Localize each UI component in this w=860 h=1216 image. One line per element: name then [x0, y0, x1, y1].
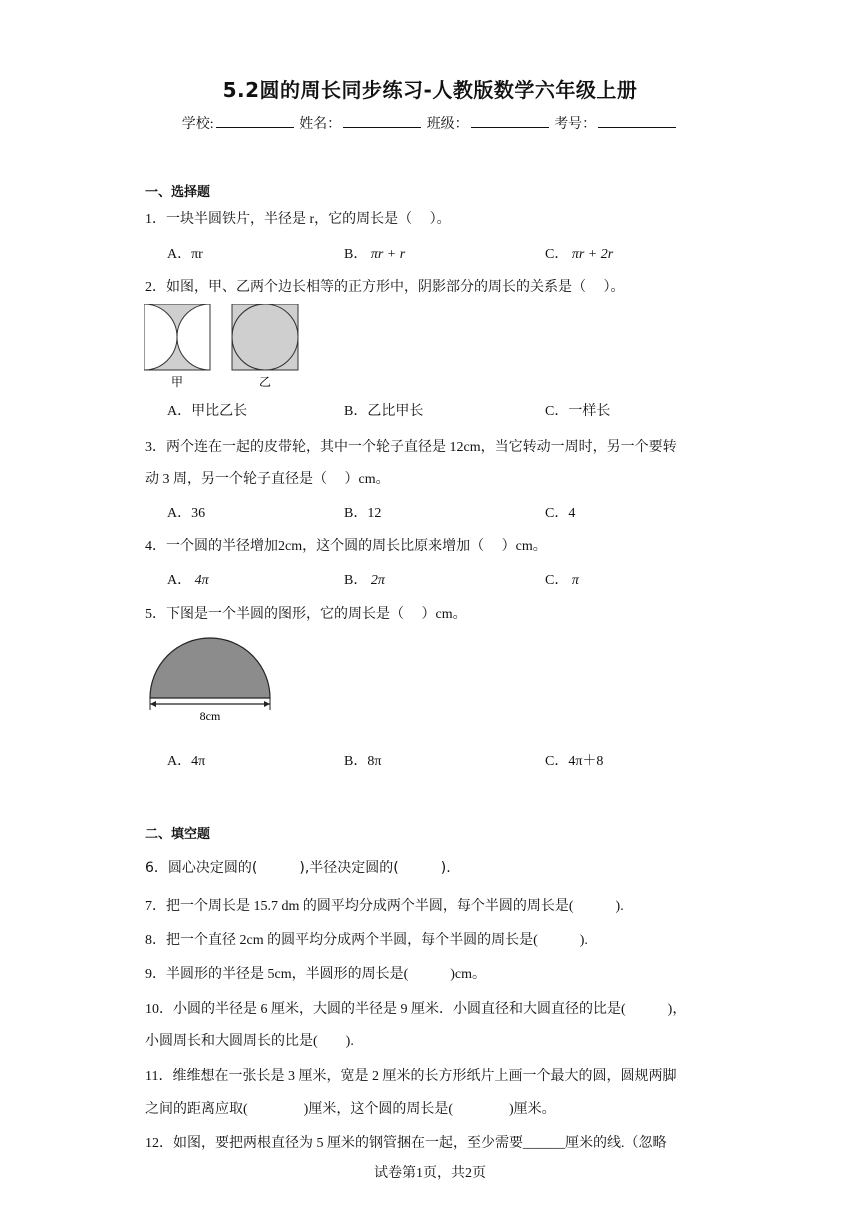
class-blank: [471, 115, 549, 128]
question-11-line-2: 之间的距离应取( )厘米，这个圆的周长是( )厘米。: [145, 1102, 556, 1117]
class-label: 班级：: [426, 117, 469, 132]
question-1: 1．一块半圆铁片，半径是 r，它的周长是（ ）。: [145, 212, 451, 227]
q1-option-c-math: πr + 2r: [571, 247, 614, 262]
q1-option-b-math: πr + r: [370, 247, 406, 262]
school-label: 学校:: [181, 117, 214, 132]
q5-option-b: B．8π: [344, 754, 382, 769]
q1-option-b: [344, 243, 405, 263]
q4-option-c: [545, 569, 579, 589]
name-label: 姓名：: [299, 117, 342, 132]
question-4: 4．一个圆的半径增加2cm，这个圆的周长比原来增加（ ）cm。: [145, 539, 547, 554]
q4-option-a-prefix: A．: [167, 573, 192, 588]
q4-option-b: [344, 569, 385, 589]
q1-option-b-prefix: B．: [344, 247, 368, 262]
figure-yi: [232, 304, 298, 370]
q5-semicircle-figure: [146, 636, 274, 724]
q2-figure: [144, 304, 304, 392]
question-7: 7．把一个周长是 15.7 dm 的圆平均分成两个半圆，每个半圆的周长是( ).: [145, 899, 624, 914]
figure-yi-label: 乙: [258, 375, 272, 389]
section-choice-title: 一、选择题: [145, 185, 211, 200]
q2-option-c: C．一样长: [545, 404, 611, 419]
exam-no-label: 考号：: [554, 117, 597, 132]
question-8: 8．把一个直径 2cm 的圆平均分成两个半圆，每个半圆的周长是( ).: [145, 933, 588, 948]
school-blank: [216, 115, 294, 128]
q1-option-a: A．πr: [167, 247, 203, 262]
name-blank: [343, 115, 421, 128]
student-info-line: [0, 113, 860, 133]
page-title: 5.2圆的周长同步练习-人教版数学六年级上册: [222, 78, 638, 102]
q3-option-b: B．12: [344, 506, 382, 521]
question-12: 12．如图，要把两根直径为 5 厘米的钢管捆在一起，至少需要______厘米的线.（忽略: [145, 1136, 667, 1151]
arrow-left-icon: [150, 701, 156, 707]
question-5: 5．下图是一个半圆的图形，它的周长是（ ）cm。: [145, 607, 467, 622]
q5-option-c: C．4π＋8: [545, 754, 604, 769]
page-footer: 试卷第1页，共2页: [374, 1166, 486, 1181]
q1-option-c: [545, 243, 613, 263]
exam-no-blank: [598, 115, 676, 128]
q4-option-b-math: 2π: [370, 573, 385, 588]
q4-option-a-math: 4π: [194, 573, 209, 588]
figure-jia: [144, 304, 210, 370]
diameter-label: 8cm: [199, 709, 221, 723]
arrow-right-icon: [264, 701, 270, 707]
q1-option-c-prefix: C．: [545, 247, 569, 262]
q4-option-c-prefix: C．: [545, 573, 569, 588]
q2-option-a: A．甲比乙长: [167, 404, 248, 419]
question-10-line-1: 10．小圆的半径是 6 厘米，大圆的半径是 9 厘米．小圆直径和大圆直径的比是( )，: [145, 1002, 687, 1017]
question-9: 9．半圆形的半径是 5cm，半圆形的周长是( )cm。: [145, 967, 487, 982]
semicircle-shape: [150, 638, 270, 698]
question-11-line-1: 11．维维想在一张长是 3 厘米，宽是 2 厘米的长方形纸片上画一个最大的圆，圆规两脚: [145, 1069, 677, 1084]
q4-option-a: [167, 569, 209, 589]
q5-option-a: A．4π: [167, 754, 206, 769]
q3-option-a: A．36: [167, 506, 206, 521]
section-fill-title: 二、填空题: [145, 827, 211, 842]
question-3-line-2: 动 3 周，另一个轮子直径是（ ）cm。: [145, 472, 390, 487]
figure-jia-label: 甲: [170, 375, 184, 389]
question-2: 2．如图，甲、乙两个边长相等的正方形中，阴影部分的周长的关系是（ ）。: [145, 280, 625, 295]
q2-option-b: B．乙比甲长: [344, 404, 424, 419]
q4-option-c-math: π: [571, 573, 579, 588]
q3-option-c: C．4: [545, 506, 576, 521]
question-6: 6．圆心决定圆的( ),半径决定圆的( ).: [145, 860, 451, 876]
q4-option-b-prefix: B．: [344, 573, 368, 588]
question-3-line-1: 3．两个连在一起的皮带轮，其中一个轮子直径是 12cm，当它转动一周时，另一个要转: [145, 440, 677, 455]
question-10-line-2: 小圆周长和大圆周长的比是( ).: [145, 1034, 354, 1049]
